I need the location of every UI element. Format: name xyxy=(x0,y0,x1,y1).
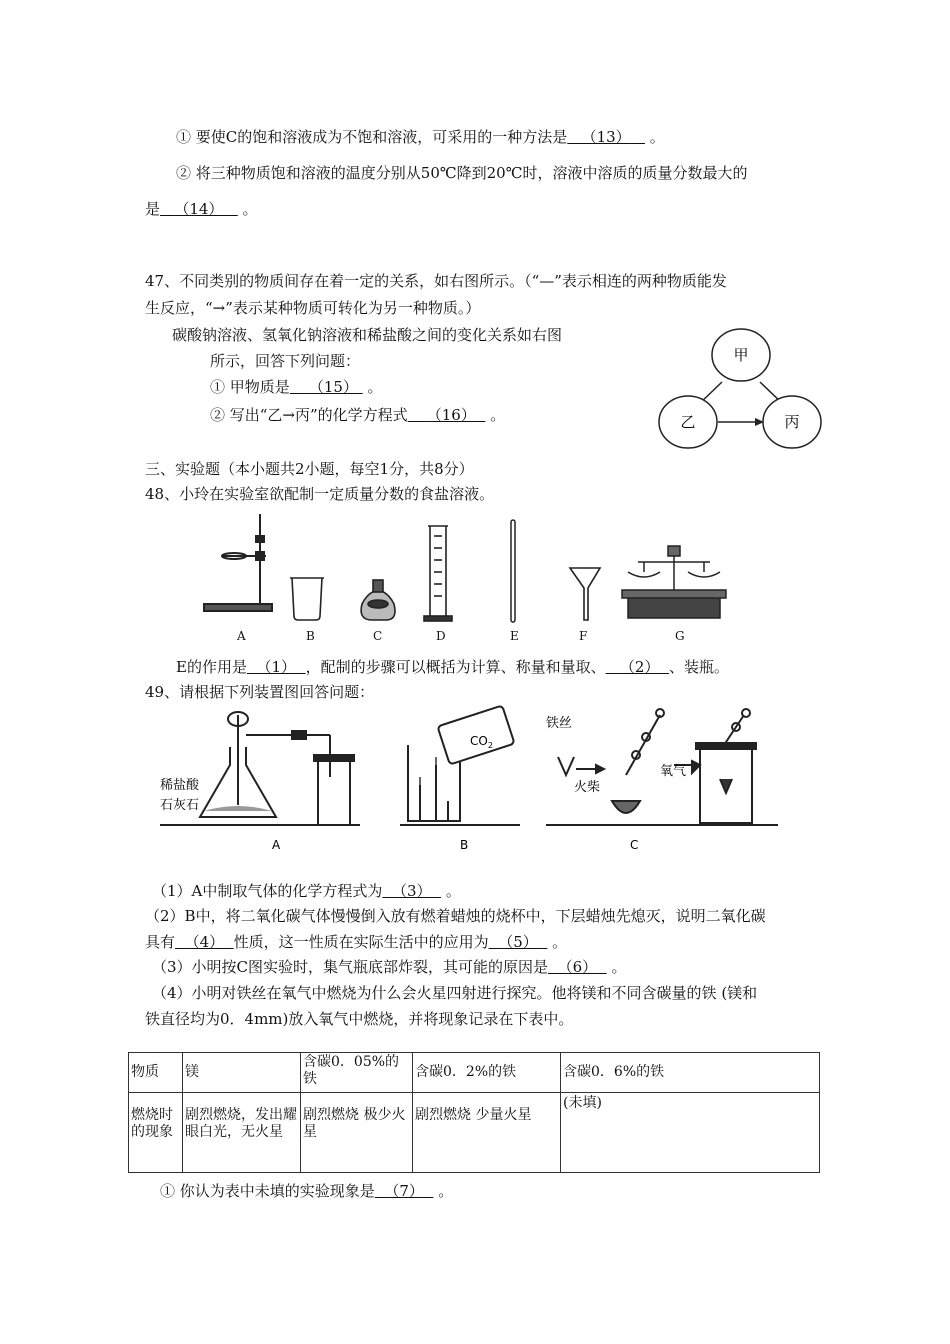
node-bing-label: 丙 xyxy=(784,413,800,431)
node-jia-label: 甲 xyxy=(733,346,749,364)
q46-part2: ② 将三种物质饱和溶液的温度分别从50℃降到20℃时，溶液中溶质的质量分数最大的 xyxy=(176,164,748,182)
q49-sub2-line2: 具有 （4） 性质，这一性质在实际生活中的应用为 （5） 。 xyxy=(145,933,568,951)
label-acid: 稀盐酸 xyxy=(160,778,200,793)
label-C: C xyxy=(373,629,383,643)
q49-sub1: （1）A中制取气体的化学方程式为 （3） 。 xyxy=(152,882,461,900)
q47-line3: 碳酸钠溶液、氢氧化钠溶液和稀盐酸之间的变化关系如右图 xyxy=(172,326,563,344)
q49-table-question: ① 你认为表中未填的实验现象是 （7） 。 xyxy=(160,1182,454,1200)
table-cell: 物质 xyxy=(129,1053,183,1093)
graduated-cylinder-icon xyxy=(424,526,452,621)
blank-6[interactable]: （6） xyxy=(557,958,598,976)
q47-line2: 生反应，“→”表示某种物质可转化为另一种物质。） xyxy=(145,299,481,317)
q46-part1-text: ① 要使C的饱和溶液成为不饱和溶液，可采用的一种方法是 xyxy=(176,128,568,146)
label-limestone: 石灰石 xyxy=(160,798,200,813)
label-co2: $CO_2$ xyxy=(470,734,493,750)
table-row-header xyxy=(129,1053,820,1093)
table-cell: 剧烈燃烧 少量火星 xyxy=(413,1093,561,1173)
label-F: F xyxy=(579,629,588,643)
q48-question: E的作用是 （1） ，配制的步骤可以概括为计算、称量和量取、 （2） 、装瓶。 xyxy=(176,658,730,676)
label-G: G xyxy=(675,629,685,643)
label-D: D xyxy=(436,629,446,643)
q46-part3: 是 （14） 。 xyxy=(145,200,258,218)
q47-sub1: ① 甲物质是 （15） 。 xyxy=(210,378,383,396)
table-cell: 含碳0．6%的铁 xyxy=(561,1053,820,1093)
label-fig-C: C xyxy=(630,838,639,852)
blank-4[interactable]: （4） xyxy=(184,933,225,951)
table-cell: 燃烧时的现象 xyxy=(129,1093,183,1173)
blank-16[interactable]: （16） xyxy=(426,406,476,424)
q49-title: 49、请根据下列装置图回答问题： xyxy=(145,683,375,701)
beaker-icon xyxy=(290,578,324,620)
label-match: 火柴 xyxy=(574,780,601,795)
q46-part1: ① 要使C的饱和溶液成为不饱和溶液，可采用的一种方法是 （13） 。 xyxy=(176,128,665,146)
label-B: B xyxy=(306,629,315,643)
table-cell: 含碳0．05%的铁 xyxy=(301,1053,413,1093)
q48-apparatus-figure xyxy=(198,512,738,644)
q49-sub3: （3）小明按C图实验时，集气瓶底部炸裂，其可能的原因是 （6） 。 xyxy=(152,958,627,976)
relation-diagram xyxy=(658,325,826,451)
table-cell: 剧烈燃烧 极少火星 xyxy=(301,1093,413,1173)
q48-title: 48、小玲在实验室欲配制一定质量分数的食盐溶液。 xyxy=(145,485,495,503)
blank-15[interactable]: （15） xyxy=(308,378,358,396)
combustion-table xyxy=(128,1052,820,1173)
blank-3[interactable]: （3） xyxy=(391,882,432,900)
iron-stand-icon xyxy=(204,514,272,611)
q47-line4: 所示，回答下列问题： xyxy=(210,352,361,370)
q49-sub4-line1: （4）小明对铁丝在氧气中燃烧为什么会火星四射进行探究。他将镁和不同含碳量的铁 (镁和 xyxy=(152,984,758,1002)
blank-14[interactable]: （14） xyxy=(174,200,224,218)
label-E: E xyxy=(510,629,519,643)
table-cell: 剧烈燃烧，发出耀眼白光，无火星 xyxy=(183,1093,301,1173)
q47-sub2: ② 写出“乙→丙”的化学方程式 （16） 。 xyxy=(210,406,506,424)
alcohol-lamp-icon xyxy=(361,580,395,620)
label-oxygen: 氧气 xyxy=(660,764,687,779)
table-cell: 镁 xyxy=(183,1053,301,1093)
blank-7[interactable]: （7） xyxy=(384,1182,424,1200)
funnel-icon xyxy=(570,568,600,620)
q49-sub4-line2: 铁直径均为0．4mm)放入氧气中燃烧，并将现象记录在下表中。 xyxy=(145,1010,574,1028)
table-cell-unfilled[interactable]: (未填) xyxy=(561,1093,820,1173)
q47-line1: 47、不同类别的物质间存在着一定的关系，如右图所示。（“—”表示相连的两种物质能发 xyxy=(145,272,727,290)
label-fig-B: B xyxy=(460,838,469,852)
section3-heading: 三、实验题（本小题共2小题，每空1分，共8分） xyxy=(145,460,474,478)
label-fig-A: A xyxy=(272,838,281,852)
q49-apparatus-figure xyxy=(160,705,780,855)
label-iron-wire: 铁丝 xyxy=(546,716,573,731)
node-yi-label: 乙 xyxy=(680,413,696,431)
blank-5[interactable]: （5） xyxy=(498,933,538,951)
blank-13[interactable]: （13） xyxy=(581,128,631,146)
q49-sub2-line1: （2）B中，将二氧化碳气体慢慢倒入放有燃着蜡烛的烧杯中，下层蜡烛先熄灭，说明二氧化碳 xyxy=(145,907,766,925)
label-A: A xyxy=(237,629,246,643)
blank-1[interactable]: （1） xyxy=(256,658,297,676)
candle-beaker-B-icon xyxy=(400,705,520,825)
blank-2[interactable]: （2） xyxy=(619,658,660,676)
table-cell: 含碳0．2%的铁 xyxy=(413,1053,561,1093)
table-row-phenomena xyxy=(129,1093,820,1173)
balance-scale-icon xyxy=(622,546,726,618)
glass-rod-icon xyxy=(511,520,515,622)
